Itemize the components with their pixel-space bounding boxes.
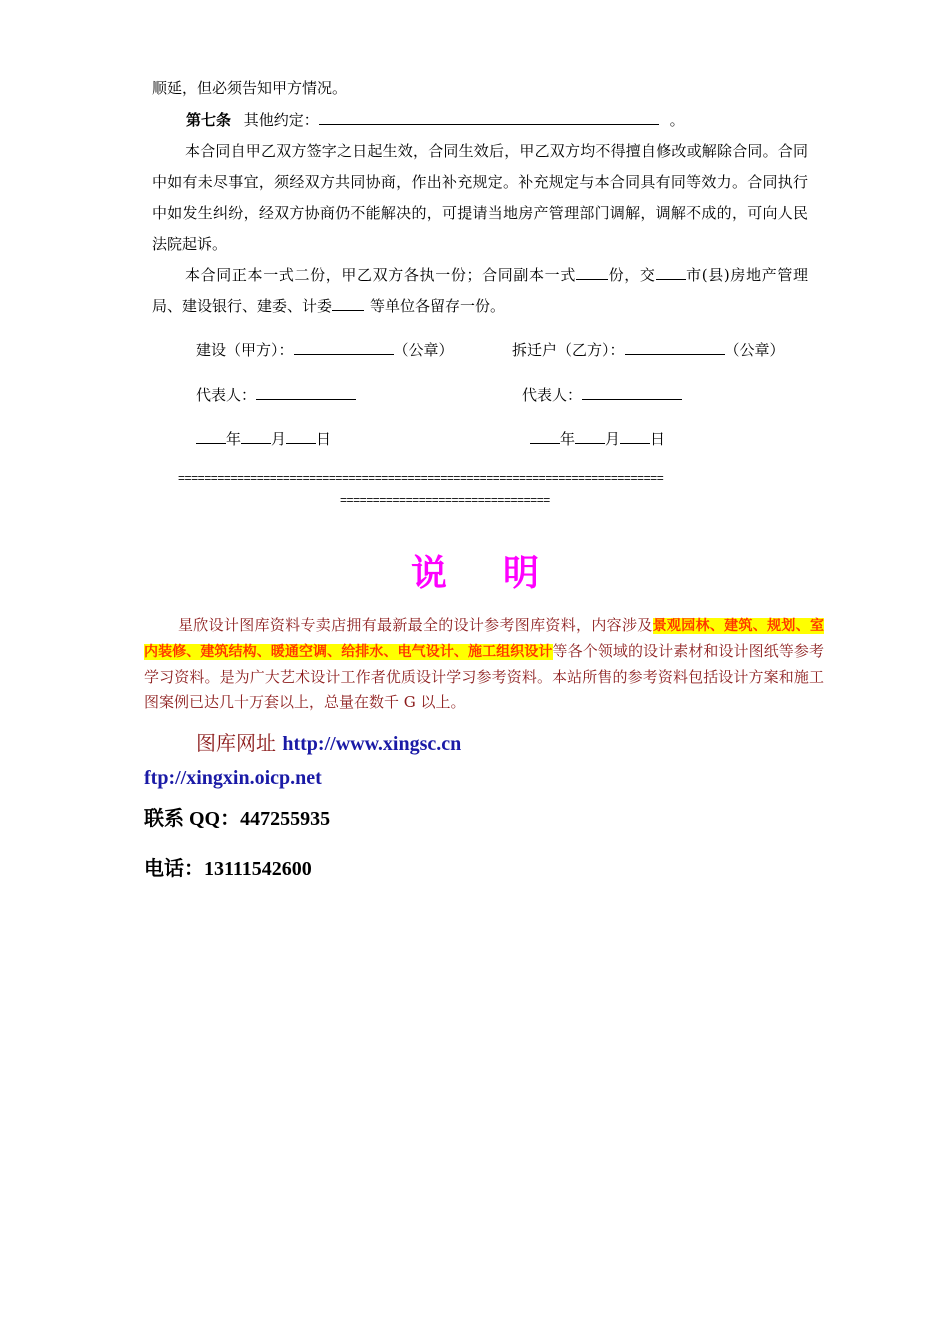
party-b-line (512, 335, 785, 366)
date-a-year: 年 (226, 430, 242, 448)
phone-value: 13111542600 (204, 858, 312, 880)
date-b-line (530, 424, 665, 455)
date-b-day-blank[interactable] (620, 428, 650, 444)
date-a-line (196, 424, 331, 455)
notice-title-char-1: 说 (410, 553, 447, 594)
article-7-end: 。 (669, 111, 685, 129)
date-a-day: 日 (316, 430, 332, 448)
date-a-day-blank[interactable] (286, 428, 316, 444)
site-label: 图库网址 (196, 731, 276, 755)
phone-label: 电话： (144, 858, 204, 880)
qq-value: 447255935 (240, 808, 331, 830)
site-line (196, 727, 461, 756)
party-a-line (196, 335, 454, 366)
party-a-seal: （公章） (393, 341, 454, 359)
separator-line-1: ========================================================================== (178, 471, 664, 485)
rep-a-line (196, 380, 356, 411)
article-7 (186, 105, 685, 136)
city-blank[interactable] (656, 264, 686, 280)
qq-label: 联系 QQ： (144, 808, 241, 830)
site-link[interactable]: http://www.xingsc.cn (282, 733, 462, 755)
copies-text-4: 等单位各留存一份。 (370, 297, 506, 315)
date-b-year-blank[interactable] (530, 428, 560, 444)
date-a-year-blank[interactable] (196, 428, 226, 444)
effect-paragraph: 本合同自甲乙双方签字之日起生效，合同生效后，甲乙双方均不得擅自修改或解除合同。合同中如有未尽事宜，须经双方共同协商，作出补充规定。补充规定与本合同具有同等效力。合同执行中如发生纠纷，经双方协商仍不能解决的，可提请当地房产管理部门调解，调解不成的，可向人民法院起诉。 (152, 142, 808, 253)
article-7-text: 其他约定： (243, 111, 319, 129)
rep-a-blank[interactable] (256, 384, 356, 400)
ftp-link[interactable]: ftp://xingxin.oicp.net (144, 767, 322, 789)
committee-blank[interactable] (332, 295, 364, 311)
date-b-day: 日 (650, 430, 666, 448)
copies-text-2: 份，交 (607, 266, 656, 284)
separator-line-2: ================================ (340, 493, 550, 507)
date-b-month: 月 (605, 430, 621, 448)
party-a-label: 建设（甲方）： (196, 341, 294, 359)
rep-a-label: 代表人： (196, 386, 257, 404)
copies-count-blank[interactable] (576, 264, 608, 280)
party-a-blank[interactable] (294, 339, 394, 355)
notice-description (144, 613, 824, 715)
copies-text-3: 市(县)房地产管理局、建设银行、建委、计委 (152, 266, 808, 315)
qq-line (144, 802, 330, 831)
notice-title-char-2: 明 (503, 553, 540, 594)
date-a-month: 月 (271, 430, 287, 448)
notice-text-after: 等各个领域的设计素材和设计图纸等参考学习资料。是为广大艺术设计工作者优质设计学习参考资料。本站所售的参考资料包括设计方案和施工图案例已达几十万套以上，总量在数千 G 以上。 (144, 642, 824, 711)
phone-line (144, 852, 312, 881)
notice-title (0, 545, 950, 596)
continued-line: 顺延，但必须告知甲方情况。 (152, 79, 348, 97)
rep-b-line (522, 380, 682, 411)
notice-text-before: 星欣设计图库资料专卖店拥有最新最全的设计参考图库资料，内容涉及 (178, 616, 653, 634)
rep-b-label: 代表人： (522, 386, 583, 404)
party-b-label: 拆迁户（乙方）： (512, 341, 625, 359)
date-b-month-blank[interactable] (575, 428, 605, 444)
party-b-blank[interactable] (625, 339, 725, 355)
party-b-seal: （公章） (724, 341, 785, 359)
date-b-year: 年 (560, 430, 576, 448)
date-a-month-blank[interactable] (241, 428, 271, 444)
article-7-label: 第七条 (186, 111, 232, 129)
article-7-blank[interactable] (319, 109, 659, 125)
notice-highlight: 景观园林、建筑、规划、室内装修、建筑结构、暖通空调、给排水、电气设计、施工组织设计 (144, 618, 824, 660)
copies-text-1: 本合同正本一式二份，甲乙双方各执一份；合同副本一式 (185, 266, 576, 284)
copies-paragraph (152, 260, 808, 322)
rep-b-blank[interactable] (582, 384, 682, 400)
ftp-line (144, 765, 322, 790)
